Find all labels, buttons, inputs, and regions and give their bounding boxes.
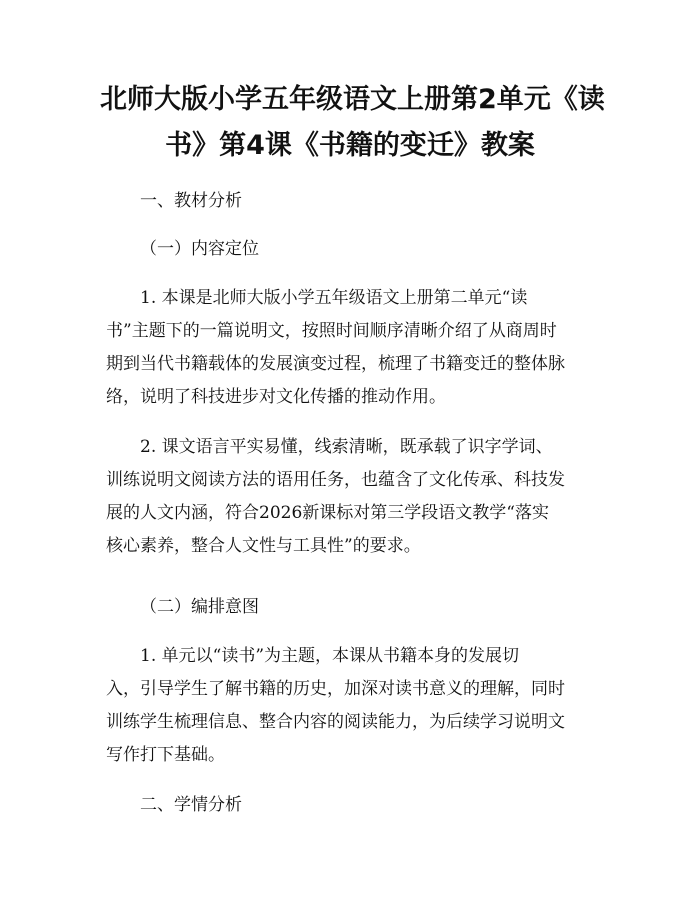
subheading-content-positioning: （一）内容定位 bbox=[140, 239, 259, 259]
paragraph-3-line-4: 写作打下基础。 bbox=[106, 745, 225, 765]
paragraph-2-line-4: 核心素养，整合人文性与工具性”的要求。 bbox=[106, 536, 421, 556]
subheading-arrangement-intent: （二）编排意图 bbox=[140, 597, 259, 617]
section-heading-textbook-analysis: 一、教材分析 bbox=[140, 191, 242, 211]
paragraph-2-line-3: 展的人文内涵，符合2026新课标对第三学段语文教学“落实 bbox=[106, 503, 549, 523]
document-title-line-2: 书》第4课《书籍的变迁》教案 bbox=[165, 130, 535, 161]
paragraph-1-line-2: 书”主题下的一篇说明文，按照时间顺序清晰介绍了从商周时 bbox=[106, 321, 557, 341]
paragraph-3-line-3: 训练学生梳理信息、整合内容的阅读能力，为后续学习说明文 bbox=[106, 712, 565, 732]
paragraph-2-line-2: 训练说明文阅读方法的语用任务，也蕴含了文化传承、科技发 bbox=[106, 470, 565, 490]
section-heading-student-analysis: 二、学情分析 bbox=[140, 795, 242, 815]
paragraph-1-line-3: 期到当代书籍载体的发展演变过程，梳理了书籍变迁的整体脉 bbox=[106, 354, 565, 374]
paragraph-2-line-1: 2. 课文语言平实易懂，线索清晰，既承载了识字学词、 bbox=[140, 437, 553, 457]
document-title-line-1: 北师大版小学五年级语文上册第2单元《读 bbox=[100, 84, 605, 115]
paragraph-3-line-1: 1. 单元以“读书”为主题，本课从书籍本身的发展切 bbox=[140, 646, 520, 666]
paragraph-3-line-2: 入，引导学生了解书籍的历史，加深对读书意义的理解，同时 bbox=[106, 679, 565, 699]
paragraph-1-line-4: 络，说明了科技进步对文化传播的推动作用。 bbox=[106, 387, 446, 407]
paragraph-1-line-1: 1. 本课是北师大版小学五年级语文上册第二单元“读 bbox=[140, 288, 528, 308]
